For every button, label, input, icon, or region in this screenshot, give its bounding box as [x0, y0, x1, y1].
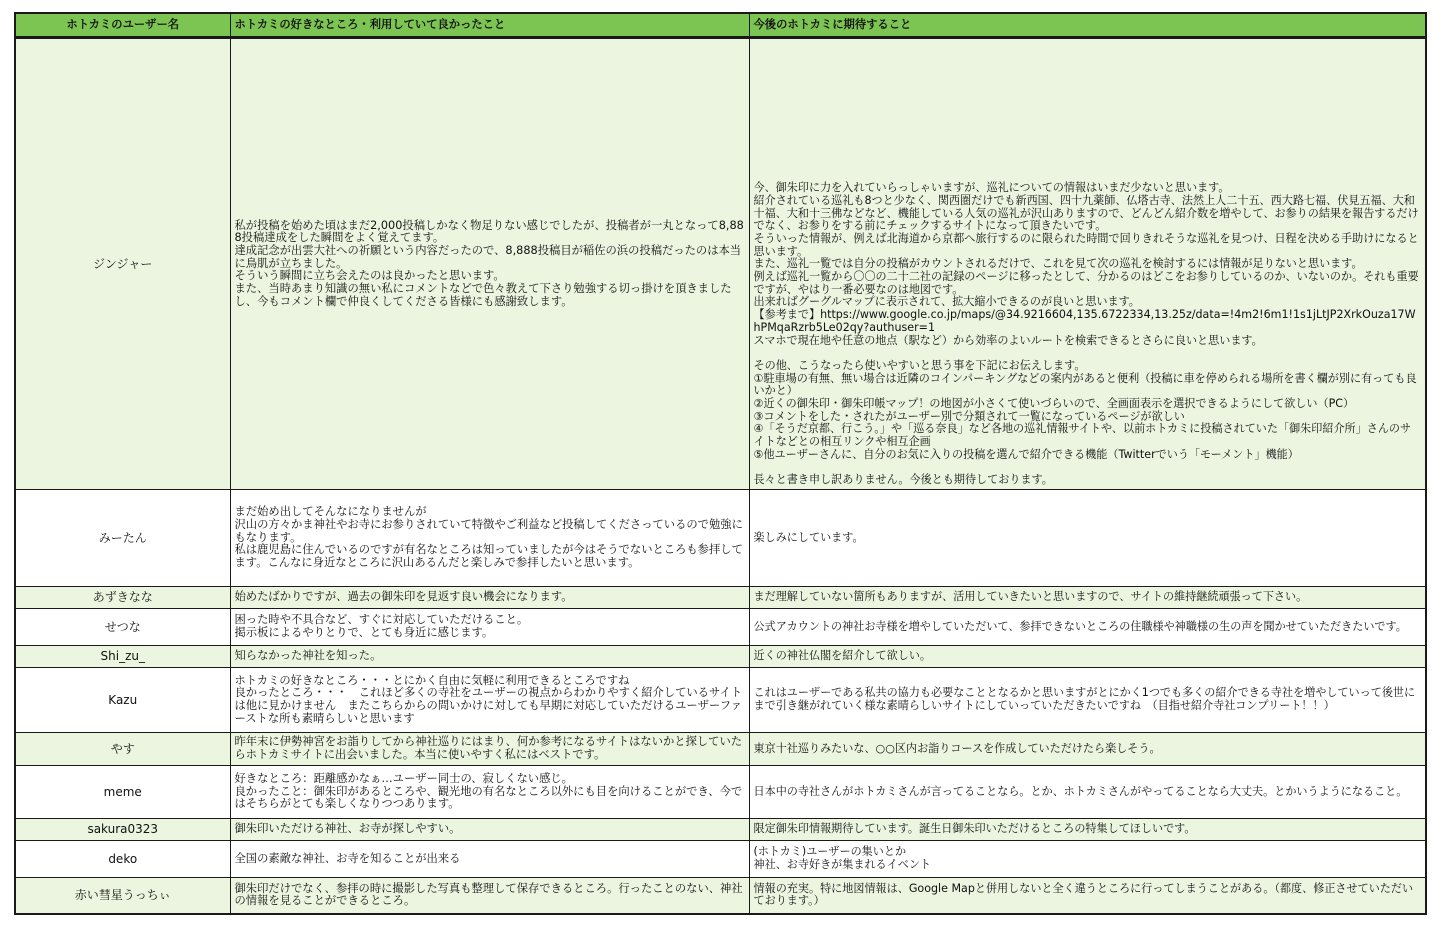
table-row [15, 609, 1426, 646]
header-username: ホトカミのユーザー名 [15, 13, 230, 38]
cell-good-points: 御朱印いただける神社、お寺が探しやすい。 [230, 819, 749, 841]
table-row [15, 668, 1426, 733]
cell-good-points: 好きなところ：距離感かなぁ…ユーザー同士の、寂しくない感じ。 良かったこと：御朱印があるところや、観光地の有名なところ以外にも目を向けることができ、今ではそちらがとても楽しくなりつつあります。 [230, 766, 749, 819]
cell-expectations: 近くの神社仏閣を紹介して欲しい。 [749, 646, 1426, 668]
cell-username: sakura0323 [15, 819, 230, 841]
table-row [15, 587, 1426, 609]
cell-username: あずきなな [15, 587, 230, 609]
table-row [15, 878, 1426, 914]
cell-username: Shi_zu_ [15, 646, 230, 668]
cell-good-points: 始めたばかりですが、過去の御朱印を見返す良い機会になります。 [230, 587, 749, 609]
cell-good-points: まだ始め出してそんなになりませんが 沢山の方々かま神社やお寺にお参りされていて特徴やご利益など投稿してくださっているので勉強にもなります。 私は鹿児島に住んでいるのですが有名なところは知っていましたが今はそうでないところも参拝してます。こんなに身近なところに沢山あるんだと楽しみで参拝したいと思います。 [230, 490, 749, 587]
survey-table [14, 12, 1427, 915]
table-row [15, 38, 1426, 490]
header-expectations: 今後のホトカミに期待すること [749, 13, 1426, 38]
cell-expectations: 公式アカウントの神社お寺様を増やしていただいて、参拝できないところの住職様や神職様の生の声を聞かせていただきたいです。 [749, 609, 1426, 646]
table-row [15, 733, 1426, 766]
cell-good-points: ホトカミの好きなところ・・・とにかく自由に気軽に利用できるところですね 良かったところ・・・ これほど多くの寺社をユーザーの視点からわかりやすく紹介しているサイトは他に見かけません またこちらからの問いかけに対しても早期に対応していただけるユーザーファーストな所も素晴らしいと思います [230, 668, 749, 733]
cell-good-points: 昨年末に伊勢神宮をお詣りしてから神社巡りにはまり、何か参考になるサイトはないかと探していたらホトカミサイトに出会いました。本当に使いやすく私にはベストです。 [230, 733, 749, 766]
header-good-points: ホトカミの好きなところ・利用していて良かったこと [230, 13, 749, 38]
cell-expectations: 今、御朱印に力を入れていらっしゃいますが、巡礼についての情報はいまだ少ないと思います。 紹介されている巡礼も8つと少なく、関西圏だけでも新西国、四十九薬師、仏塔古寺、法然上人二十五、西大路七福、伏見五福、大和十福、大和十三佛などなど、機能している人気の巡礼が沢山ありますので、どんどん紹介数を増やして、お参りの結果を報告するだけでなく、お参りをする前にチェックするサイトになって頂きたいです。 そういった情報が、例えば北海道から京都へ旅行するのに限られた時間で回りきれそうな巡礼を見つけ、日程を決める手助けになると思います。 また、巡礼一覧では自分の投稿がカウントされるだけで、これを見て次の巡礼を検討するには情報が足りないと思います。 例えば巡礼一覧から〇〇の二十二社の記録のページに移ったとして、分かるのはどこをお参りしているのか、いないのか。それも重要ですが、やはり一番必要なのは地図です。 出来ればグーグルマップに表示されて、拡大縮小できるのが良いと思います。 【参考まで】https://www.google.co.jp/maps/@34.9216604,135.6722334,13.25z/data=!4m2!6m1!1s1jLtJP2XrkOuza17WhPMqaRzrb5Le02qy?authuser=1 スマホで現在地や任意の地点（駅など）から効率のよいルートを検索できるとさらに良いと思います。 その他、こうなったら使いやすいと思う事を下記にお伝えします。 ①駐車場の有無、無い場合は近隣のコインパーキングなどの案内があると便利（投稿に車を停められる場所を書く欄が別に有っても良いかと） ②近くの御朱印・御朱印帳マップ！の地図が小さくて使いづらいので、全画面表示を選択できるようにして欲しい（PC） ③コメントをした・されたがユーザー別で分類されて一覧になっているページが欲しい ④「そうだ京都、行こう。」や「巡る奈良」など各地の巡礼情報サイトや、以前ホトカミに投稿されていた「御朱印紹介所」さんのサイトなどとの相互リンクや相互企画 ⑤他ユーザーさんに、自分のお気に入りの投稿を選んで紹介できる機能（Twitterでいう「モーメント」機能） 長々と書き申し訳ありません。今後とも期待しております。 [749, 38, 1426, 490]
table-row [15, 646, 1426, 668]
cell-username: meme [15, 766, 230, 819]
cell-username: ジンジャー [15, 38, 230, 490]
cell-good-points: 全国の素敵な神社、お寺を知ることが出来る [230, 841, 749, 878]
cell-good-points: 困った時や不具合など、すぐに対応していただけること。 掲示板によるやりとりで、とても身近に感じます。 [230, 609, 749, 646]
cell-username: deko [15, 841, 230, 878]
cell-expectations: まだ理解していない箇所もありますが、活用していきたいと思いますので、サイトの維持継続頑張って下さい。 [749, 587, 1426, 609]
cell-username: せつな [15, 609, 230, 646]
table-row [15, 819, 1426, 841]
cell-good-points: 御朱印だけでなく、参拝の時に撮影した写真も整理して保存できるところ。行ったことのない、神社の情報を見ることができるところ。 [230, 878, 749, 914]
cell-expectations: 限定御朱印情報期待しています。誕生日御朱印いただけるところの特集してほしいです。 [749, 819, 1426, 841]
table-row [15, 841, 1426, 878]
table-row [15, 766, 1426, 819]
cell-username: Kazu [15, 668, 230, 733]
cell-username: やす [15, 733, 230, 766]
header-row [15, 13, 1426, 38]
table-row [15, 490, 1426, 587]
cell-username: 赤い彗星うっちぃ [15, 878, 230, 914]
cell-expectations: (ホトカミ)ユーザーの集いとか 神社、お寺好きが集まれるイベント [749, 841, 1426, 878]
cell-expectations: 日本中の寺社さんがホトカミさんが言ってることなら。とか、ホトカミさんがやってることなら大丈夫。とかいうようになること。 [749, 766, 1426, 819]
cell-good-points: 知らなかった神社を知った。 [230, 646, 749, 668]
cell-expectations: 東京十社巡りみたいな、○○区内お詣りコースを作成していただけたら楽しそう。 [749, 733, 1426, 766]
cell-username: みーたん [15, 490, 230, 587]
cell-expectations: これはユーザーである私共の協力も必要なこととなるかと思いますがとにかく1つでも多くの紹介できる寺社を増やしていって後世にまで引き継がれていく様な素晴らしいサイトにしていっていただきたいですね （目指せ紹介寺社コンプリート！！） [749, 668, 1426, 733]
cell-expectations: 楽しみにしています。 [749, 490, 1426, 587]
cell-expectations: 情報の充実。特に地図情報は、Google Mapと併用しないと全く違うところに行ってしまうことがある。（都度、修正させていただいております。） [749, 878, 1426, 914]
cell-good-points: 私が投稿を始めた頃はまだ2,000投稿しかなく物足りない感じでしたが、投稿者が一丸となって8,888投稿達成をした瞬間をよく覚えてます。 達成記念が出雲大社への祈願という内容だったので、8,888投稿目が稲佐の浜の投稿だったのは本当に鳥肌が立ちました。 そういう瞬間に立ち会えたのは良かったと思います。 また、当時あまり知識の無い私にコメントなどで色々教えて下さり勉強する切っ掛けを頂きましたし、今もコメント欄で仲良くしてくださる皆様にも感謝致します。 [230, 38, 749, 490]
